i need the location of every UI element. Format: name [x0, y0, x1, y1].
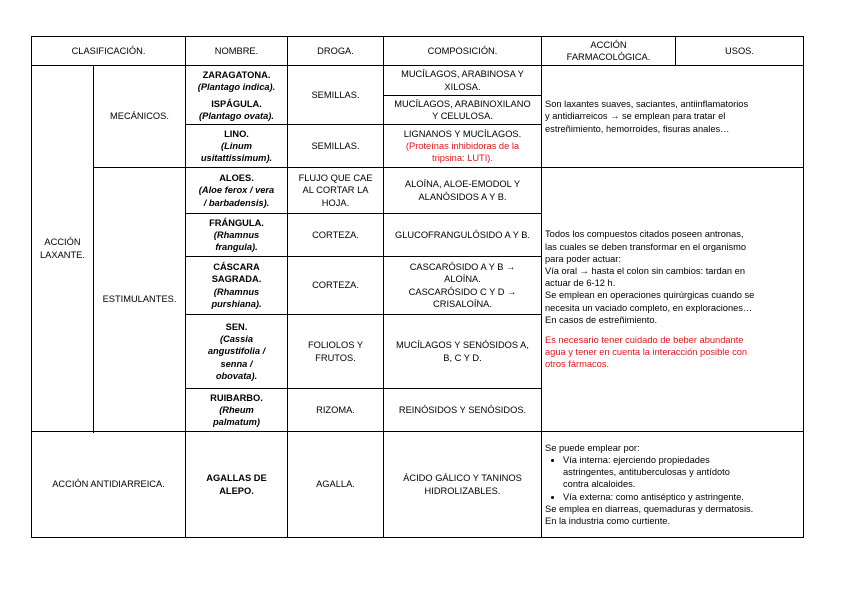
- list-item: • Vía externa: como antiséptico y astringente.: [563, 491, 800, 503]
- list-item: • Vía interna: ejerciendo propiedades astringentes, antituberculosas y antídoto contra alcaloides.: [563, 454, 800, 491]
- plant-sen: SEN. (Cassia angustifolia / senna / obovata).: [186, 315, 288, 389]
- comp-frangula: GLUCOFRANGULÓSIDO A Y B.: [384, 214, 542, 257]
- header-composicion: COMPOSICIÓN.: [384, 37, 542, 66]
- droga-agalla: AGALLA.: [288, 432, 384, 538]
- pharmacology-table: [31, 36, 804, 538]
- header-row: [32, 37, 804, 66]
- comp-agallas: ÁCIDO GÁLICO Y TANINOS HIDROLIZABLES.: [384, 432, 542, 538]
- plant-cascara-sagrada: CÁSCARA SAGRADA. (Rhamnus purshiana).: [186, 257, 288, 315]
- estimulantes-label: ESTIMULANTES.: [94, 168, 186, 432]
- header-droga: DROGA.: [288, 37, 384, 66]
- comp-ispagula: MUCÍLAGOS, ARABINOXILANO Y CELULOSA.: [384, 96, 542, 125]
- header-clasificacion: CLASIFICACIÓN.: [32, 37, 186, 66]
- usos-antidiarreica: Se puede emplear por: • Vía interna: ejerciendo propiedades astringentes, antituberculosas y antídoto contra alcaloides. • Vía externa: como antiséptico y astringente. Se emplea en diarreas, quemaduras y dermatosis. En la industria como curtiente.: [542, 432, 804, 538]
- accion-laxante-label: ACCIÓN LAXANTE.: [32, 66, 94, 432]
- droga-semillas-2: SEMILLAS.: [288, 125, 384, 168]
- header-usos: USOS.: [676, 37, 804, 66]
- comp-zaragatona: MUCÍLAGOS, ARABINOSA Y XILOSA.: [384, 66, 542, 96]
- comp-ruibarbo: REINÓSIDOS Y SENÓSIDOS.: [384, 389, 542, 432]
- header-accion-farmacologica: ACCIÓN FARMACOLÓGICA.: [542, 37, 676, 66]
- usos-bullet-list: [545, 454, 800, 503]
- droga-cascara: CORTEZA.: [288, 257, 384, 315]
- droga-frangula: CORTEZA.: [288, 214, 384, 257]
- plant-frangula: FRÁNGULA. (Rhamnus frangula).: [186, 214, 288, 257]
- comp-aloes: ALOÍNA, ALOE-EMODOL Y ALANÓSIDOS A Y B.: [384, 168, 542, 214]
- usos-mecanicos: Son laxantes suaves, saciantes, antiinflamatorios y antidiarreicos → se emplean para tratar el estreñimiento, hemorroides, fisuras anales…: [542, 66, 804, 168]
- header-nombre: NOMBRE.: [186, 37, 288, 66]
- plant-aloes: ALOES. (Aloe ferox / vera / barbadensis).: [186, 168, 288, 214]
- table-row: [32, 66, 804, 96]
- table-row: [32, 432, 804, 538]
- plant-zaragatona: ZARAGATONA. (Plantago indica).: [186, 66, 288, 96]
- plant-ruibarbo: RUIBARBO. (Rheum palmatum): [186, 389, 288, 432]
- droga-aloes: FLUJO QUE CAE AL CORTAR LA HOJA.: [288, 168, 384, 214]
- droga-sen: FOLIOLOS Y FRUTOS.: [288, 315, 384, 389]
- plant-ispagula: ISPÁGULA. (Plantago ovata).: [186, 96, 288, 125]
- plant-lino: LINO. (Linum usitattissimum).: [186, 125, 288, 168]
- droga-ruibarbo: RIZOMA.: [288, 389, 384, 432]
- droga-semillas-1: SEMILLAS.: [288, 66, 384, 125]
- plant-agallas-de-alepo: AGALLAS DE ALEPO.: [186, 432, 288, 538]
- comp-lino: LIGNANOS Y MUCÍLAGOS. (Proteínas inhibidoras de la tripsina: LUTI).: [384, 125, 542, 168]
- accion-antidiarreica-label: ACCIÓN ANTIDIARREICA.: [32, 432, 186, 538]
- mecanicos-label: MECÁNICOS.: [94, 66, 186, 168]
- table-row: [32, 168, 804, 214]
- comp-sen: MUCÍLAGOS Y SENÓSIDOS A, B, C Y D.: [384, 315, 542, 389]
- comp-cascara: CASCARÓSIDO A Y B → ALOÍNA. CASCARÓSIDO C Y D → CRISALOÍNA.: [384, 257, 542, 315]
- usos-estimulantes: Todos los compuestos citados poseen antronas, las cuales se deben transformar en el organismo para poder actuar: Vía oral → hasta el colon sin cambios: tardan en actuar de 6-12 h. Se emplean en operaciones quirúrgicas cuando se necesita un vaciado completo, en exploraciones… En casos de estreñimiento. Es necesario tener cuidado de beber abundante agua y tener en cuenta la interacción posible con otros fármacos.: [542, 168, 804, 432]
